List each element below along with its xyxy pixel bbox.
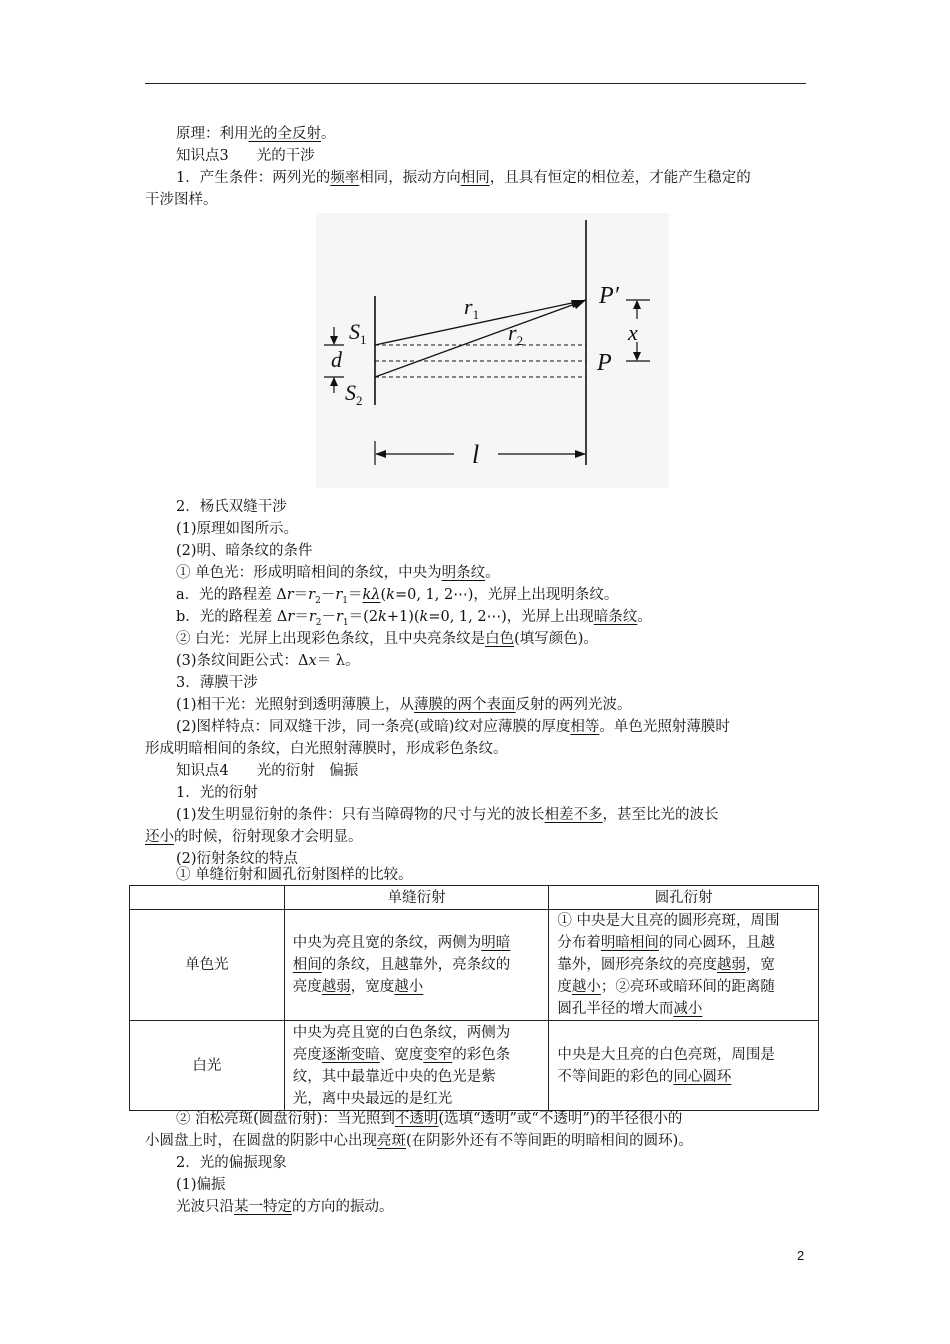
s2-label: $S_2$ bbox=[345, 380, 363, 408]
kp3-heading: 知识点3 光的干涉 bbox=[176, 148, 315, 164]
d1-1-line-2: 还小的时候，衍射现象才会明显。 bbox=[145, 829, 363, 845]
d2-heading: 2．光的偏振现象 bbox=[176, 1155, 287, 1171]
d1-4-line-1: ② 泊松亮斑(圆盘衍射)：当光照到不透明(选填“透明”或“不透明”)的半径很小的 bbox=[176, 1111, 683, 1127]
row-label-monochromatic: 单色光 bbox=[130, 910, 285, 1021]
d2-2: 光波只沿某一特定的方向的振动。 bbox=[176, 1199, 394, 1215]
c2-1: (1)原理如图所示。 bbox=[176, 521, 299, 537]
cell-circular-hole-monochromatic: ① 中央是大且亮的圆形亮斑，周围 分布着明暗相间的同心圆环，且越 靠外，圆形亮条纹的亮度越弱，宽 度越小；②亮环或暗环间的距离随 圆孔半径的增大而减小 bbox=[549, 910, 819, 1021]
row-label-white-light: 白光 bbox=[130, 1021, 285, 1111]
cell-single-slit-white: 中央为亮且宽的白色条纹，两侧为 亮度逐渐变暗、宽度变窄的彩色条 纹，其中最靠近中央的色光是紫 光，离中央最远的是红光 bbox=[284, 1021, 549, 1111]
c2-2: (2)明、暗条纹的条件 bbox=[176, 543, 313, 559]
x-label: x bbox=[628, 320, 638, 345]
header-circular-hole: 圆孔衍射 bbox=[549, 886, 819, 910]
p-prime-label: P′ bbox=[599, 283, 619, 309]
table-row-monochromatic bbox=[130, 910, 819, 1021]
c2-3: ① 单色光：形成明暗相间的条纹，中央为明条纹。 bbox=[176, 565, 500, 581]
header-rule bbox=[145, 83, 806, 84]
c2-7: (3)条纹间距公式：Δx＝ λ。 bbox=[176, 653, 360, 669]
d1-1-line-1: (1)发生明显衍射的条件：只有当障碍物的尺寸与光的波长相差不多，甚至比光的波长 bbox=[176, 807, 719, 823]
c2-5: b．光的路程差 $\Delta r=r_2-r_1=(2k+1)(k=0$, 1, 2⋯)，光屏上出现暗条纹。 bbox=[176, 609, 652, 628]
header-single-slit: 单缝衍射 bbox=[284, 886, 549, 910]
d1-2: (2)衍射条纹的特点 bbox=[176, 851, 299, 867]
c2-4: a．光的路程差 $\Delta r=r_2-r_1=k\lambda(k=0$, 1, 2⋯)，光屏上出现明条纹。 bbox=[176, 587, 619, 606]
cell-circular-hole-white: 中央是大且亮的白色亮斑，周围是 不等间距的彩色的同心圆环 bbox=[549, 1021, 819, 1111]
c3-heading: 3．薄膜干涉 bbox=[176, 675, 258, 691]
c2-6: ② 白光：光屏上出现彩色条纹，且中央亮条纹是白色(填写颜色)。 bbox=[176, 631, 598, 647]
l-label: l bbox=[472, 440, 480, 469]
page-number: 2 bbox=[797, 1248, 805, 1263]
r2-label: $r_2$ bbox=[508, 320, 524, 348]
c3-2-line-2: 形成明暗相间的条纹，白光照射薄膜时，形成彩色条纹。 bbox=[145, 741, 508, 757]
table-header-row bbox=[130, 886, 819, 910]
d1-heading: 1．光的衍射 bbox=[176, 785, 258, 801]
c3-1: (1)相干光：光照射到透明薄膜上，从薄膜的两个表面反射的两列光波。 bbox=[176, 697, 632, 713]
c2-heading: 2．杨氏双缝干涉 bbox=[176, 499, 287, 515]
d2-1: (1)偏振 bbox=[176, 1177, 226, 1193]
c1-line-2: 干涉图样。 bbox=[145, 192, 218, 208]
d1-4-line-2: 小圆盘上时，在圆盘的阴影中心出现亮斑(在阴影外还有不等间距的明暗相间的圆环)。 bbox=[145, 1133, 693, 1149]
kp4-heading: 知识点4 光的衍射 偏振 bbox=[176, 763, 359, 779]
c3-2-line-1: (2)图样特点：同双缝干涉，同一条亮(或暗)纹对应薄膜的厚度相等。单色光照射薄膜时 bbox=[176, 719, 730, 735]
double-slit-diagram bbox=[316, 213, 669, 488]
table-row-white-light bbox=[130, 1021, 819, 1111]
p-label: P bbox=[597, 350, 612, 376]
r1-label: $r_1$ bbox=[464, 294, 480, 322]
principle-line: 原理：利用光的全反射。 bbox=[176, 126, 336, 142]
d1-3: ① 单缝衍射和圆孔衍射图样的比较。 bbox=[176, 867, 413, 883]
diffraction-comparison-table bbox=[129, 885, 819, 1111]
table-corner-cell bbox=[130, 886, 285, 910]
s1-label: $S_1$ bbox=[349, 319, 367, 347]
d-label: d bbox=[331, 347, 342, 372]
cell-single-slit-monochromatic: 中央为亮且宽的条纹，两侧为明暗 相间的条纹，且越靠外，亮条纹的 亮度越弱，宽度越小 bbox=[284, 910, 549, 1021]
c1-line-1: 1．产生条件：两列光的频率相同，振动方向相同，且具有恒定的相位差，才能产生稳定的 bbox=[176, 170, 751, 186]
